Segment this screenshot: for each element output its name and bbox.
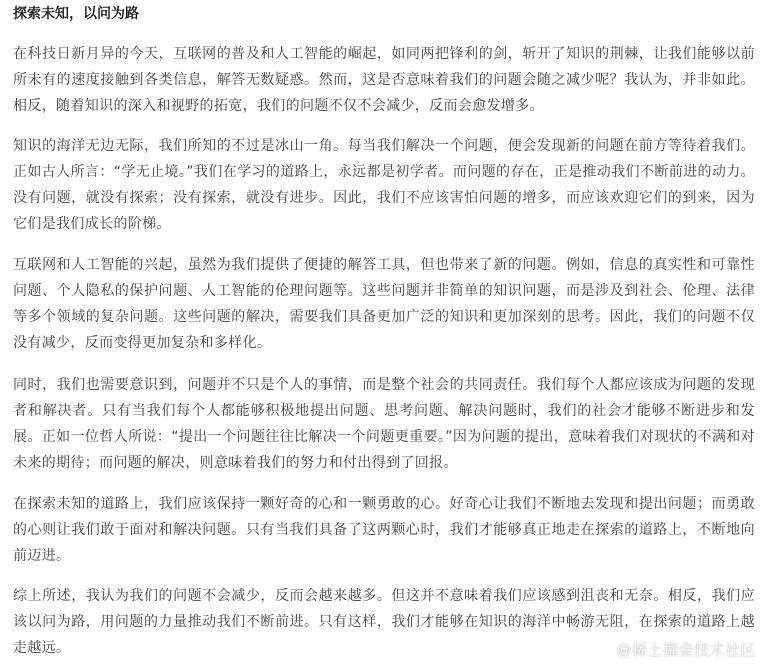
paragraph-6: 综上所述，我认为我们的问题不会减少，反而会越来越多。但这并不意味着我们应该感到沮丧和无奈。相反，我们应该以问为路，用问题的力量推动我们不断前进。只有这样，我们才能够在知识的海洋中畅游无阻，在探索的道路上越走越远。 bbox=[13, 588, 755, 656]
article-title: 探索未知，以问为路 bbox=[13, 6, 139, 22]
paragraph-5: 在探索未知的道路上，我们应该保持一颗好奇的心和一颗勇敢的心。好奇心让我们不断地去发现和提出问题；而勇敢的心则让我们敢于面对和解决问题。只有当我们具备了这两颗心时，我们才能够真正地走在探索的道路上，不断地向前迈进。 bbox=[13, 496, 755, 564]
watermark: @稀土掘金技术社区 bbox=[616, 641, 756, 659]
paragraph-2: 知识的海洋无边无际，我们所知的不过是冰山一角。每当我们解决一个问题，便会发现新的问题在前方等待着我们。正如古人所言：“学无止境。”我们在学习的道路上，永远都是初学者。而问题的存在，正是推动我们不断前进的动力。没有问题，就没有探索；没有探索，就没有进步。因此，我们不应该害怕问题的增多，而应该欢迎它们的到来，因为它们是我们成长的阶梯。 bbox=[13, 138, 755, 232]
paragraph-4: 同时，我们也需要意识到，问题并不只是个人的事情，而是整个社会的共同责任。我们每个人都应该成为问题的发现者和解决者。只有当我们每个人都能够积极地提出问题、思考问题、解决问题时，我们的社会才能够不断进步和发展。正如一位哲人所说：“提出一个问题往往比解决一个问题更重要。”因为问题的提出，意味着我们对现状的不满和对未来的期待；而问题的解决，则意味着我们的努力和付出得到了回报。 bbox=[13, 377, 755, 471]
paragraph-1: 在科技日新月异的今天，互联网的普及和人工智能的崛起，如同两把锋利的剑，斩开了知识的荆棘，让我们能够以前所未有的速度接触到各类信息，解答无数疑惑。然而，这是否意味着我们的问题会随之减少呢？我认为，并非如此。相反，随着知识的深入和视野的拓宽，我们的问题不仅不会减少，反而会愈发增多。 bbox=[13, 46, 755, 114]
paragraph-3: 互联网和人工智能的兴起，虽然为我们提供了便捷的解答工具，但也带来了新的问题。例如，信息的真实性和可靠性问题、个人隐私的保护问题、人工智能的伦理问题等。这些问题并非简单的知识问题，而是涉及到社会、伦理、法律等多个领域的复杂问题。这些问题的解决，需要我们具备更加广泛的知识和更加深刻的思考。因此，我们的问题不仅没有减少，反而变得更加复杂和多样化。 bbox=[13, 257, 755, 351]
